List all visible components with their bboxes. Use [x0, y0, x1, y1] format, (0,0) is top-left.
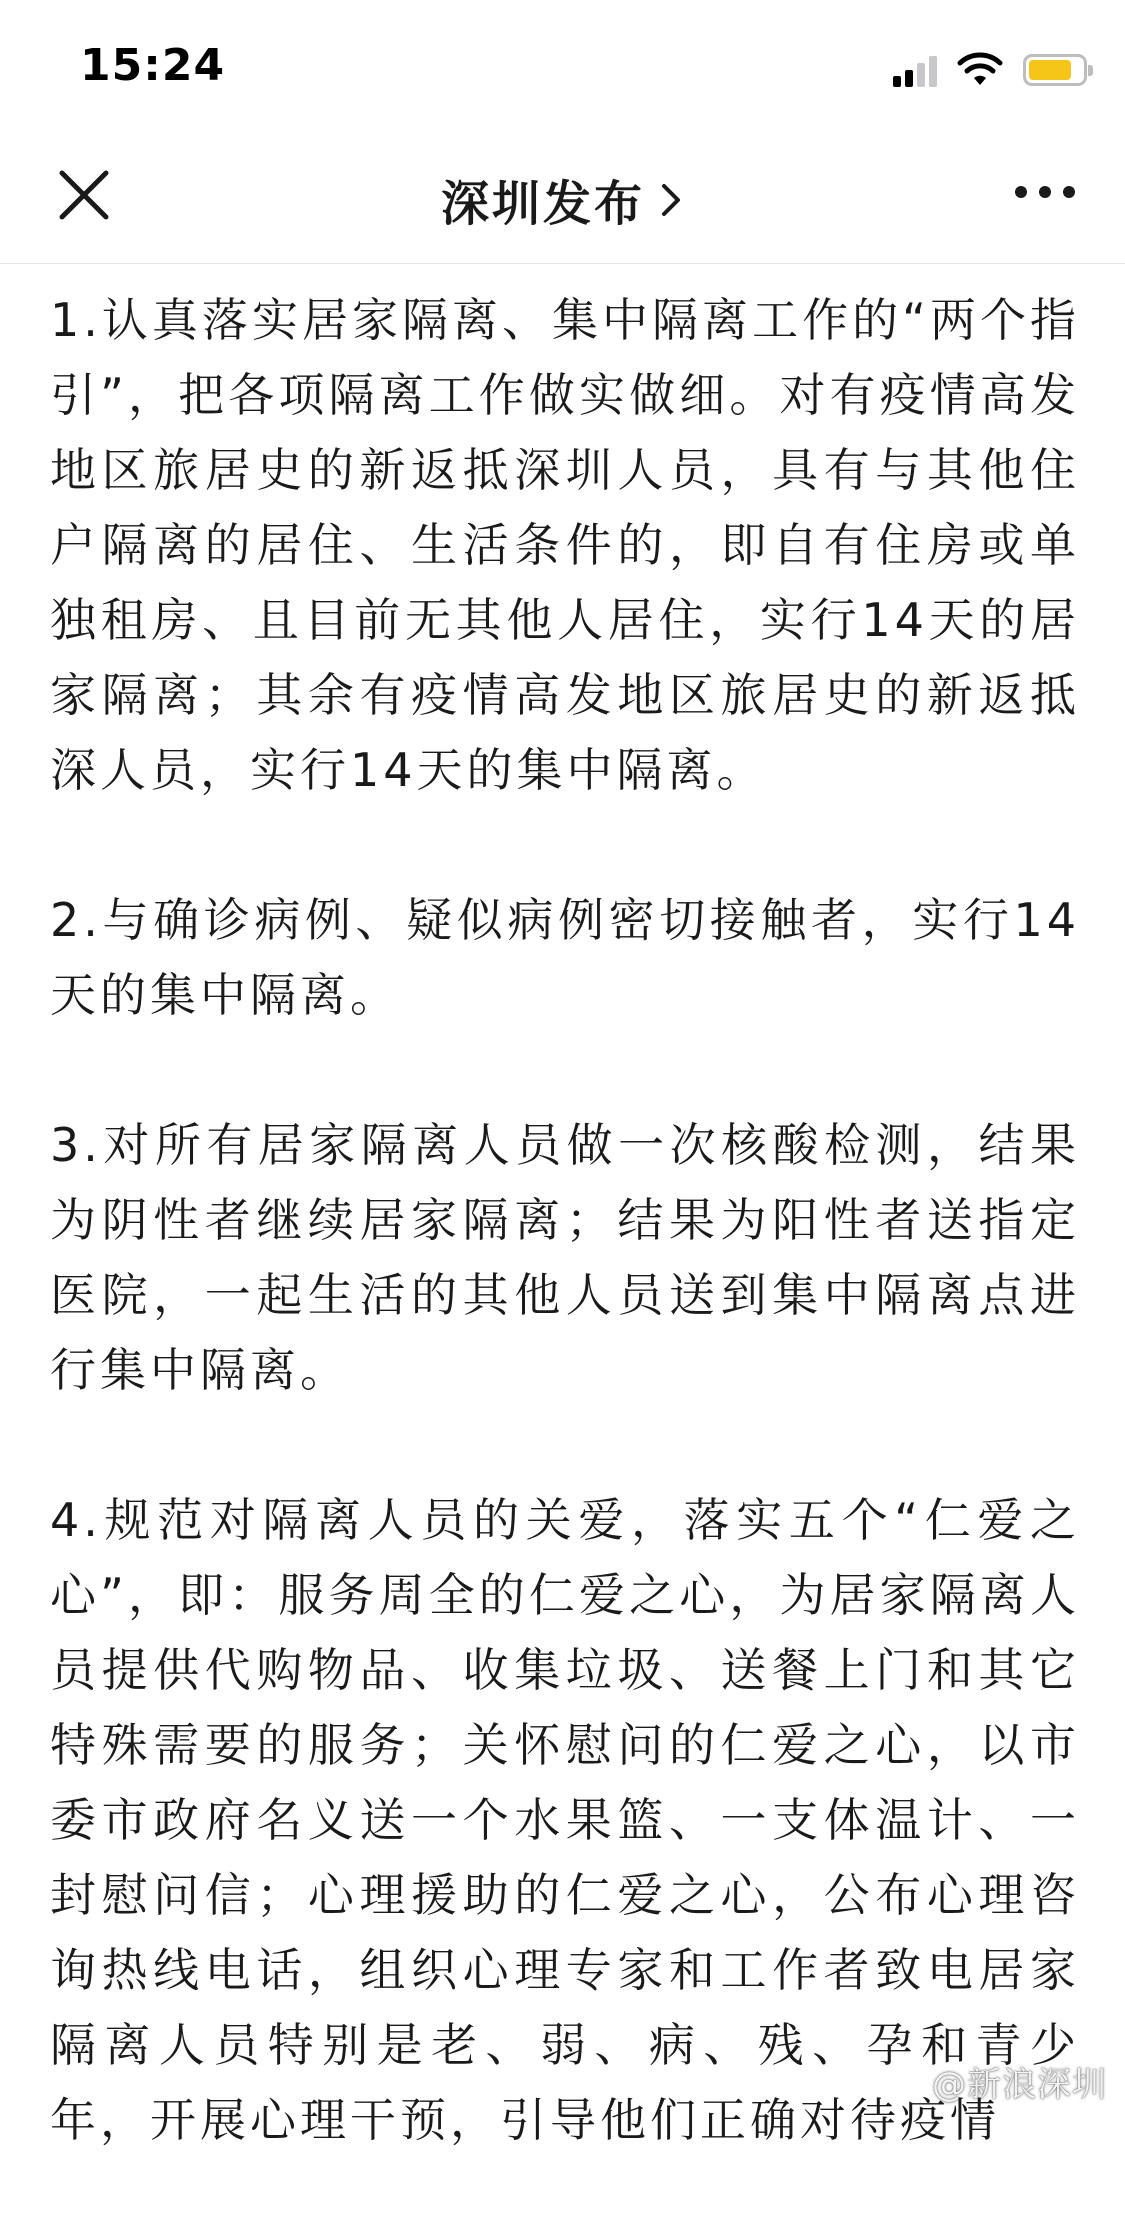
- chevron-right-icon: [658, 180, 684, 220]
- navigation-bar: [0, 135, 1125, 264]
- status-bar: [0, 0, 1125, 135]
- page-title: 深圳发布: [440, 176, 645, 232]
- status-time: 15:24: [80, 40, 226, 91]
- more-options-button[interactable]: [1015, 177, 1075, 207]
- more-dot-icon: [1015, 186, 1027, 198]
- article-paragraph-2: 2.与确诊病例、疑似病例密切接触者，实行14天的集中隔离。: [50, 893, 1080, 1022]
- article-paragraph-1: 1.认真落实居家隔离、集中隔离工作的“两个指引”，把各项隔离工作做实做细。对有疫情高发地区旅居史的新返抵深圳人员，具有与其他住户隔离的居住、生活条件的，即自有住房或单独租房、且目前无其他人居住，实行14天的居家隔离；其余有疫情高发地区旅居史的新返抵深人员，实行14天的集中隔离。: [50, 293, 1080, 797]
- battery-icon: [1023, 54, 1087, 86]
- article-paragraph-4: 4.规范对隔离人员的关爱，落实五个“仁爱之心”，即：服务周全的仁爱之心，为居家隔离人员提供代购物品、收集垃圾、送餐上门和其它特殊需要的服务；关怀慰问的仁爱之心，以市委市政府名义送一个水果篮、一支体温计、一封慰问信；心理援助的仁爱之心，公布心理咨询热线电话，组织心理专家和工作者致电居家隔离人员特别是老、弱、病、残、孕和青少年，开展心理干预，引导他们正确对待疫情: [50, 1493, 1080, 2147]
- article-paragraph-3: 3.对所有居家隔离人员做一次核酸检测，结果为阴性者继续居家隔离；结果为阳性者送指定医院，一起生活的其他人员送到集中隔离点进行集中隔离。: [50, 1118, 1080, 1397]
- account-title-link[interactable]: [0, 165, 1125, 234]
- more-dot-icon: [1063, 186, 1075, 198]
- weibo-icon: [876, 2062, 924, 2102]
- more-dot-icon: [1039, 186, 1051, 198]
- wifi-icon: [957, 52, 1003, 88]
- watermark: [876, 2057, 1107, 2106]
- cellular-signal-icon: [893, 53, 941, 87]
- status-icons: [893, 50, 1087, 90]
- watermark-text: @新浪深圳: [932, 2065, 1107, 2105]
- article-body: [50, 283, 1080, 2233]
- battery-level: [1029, 60, 1071, 80]
